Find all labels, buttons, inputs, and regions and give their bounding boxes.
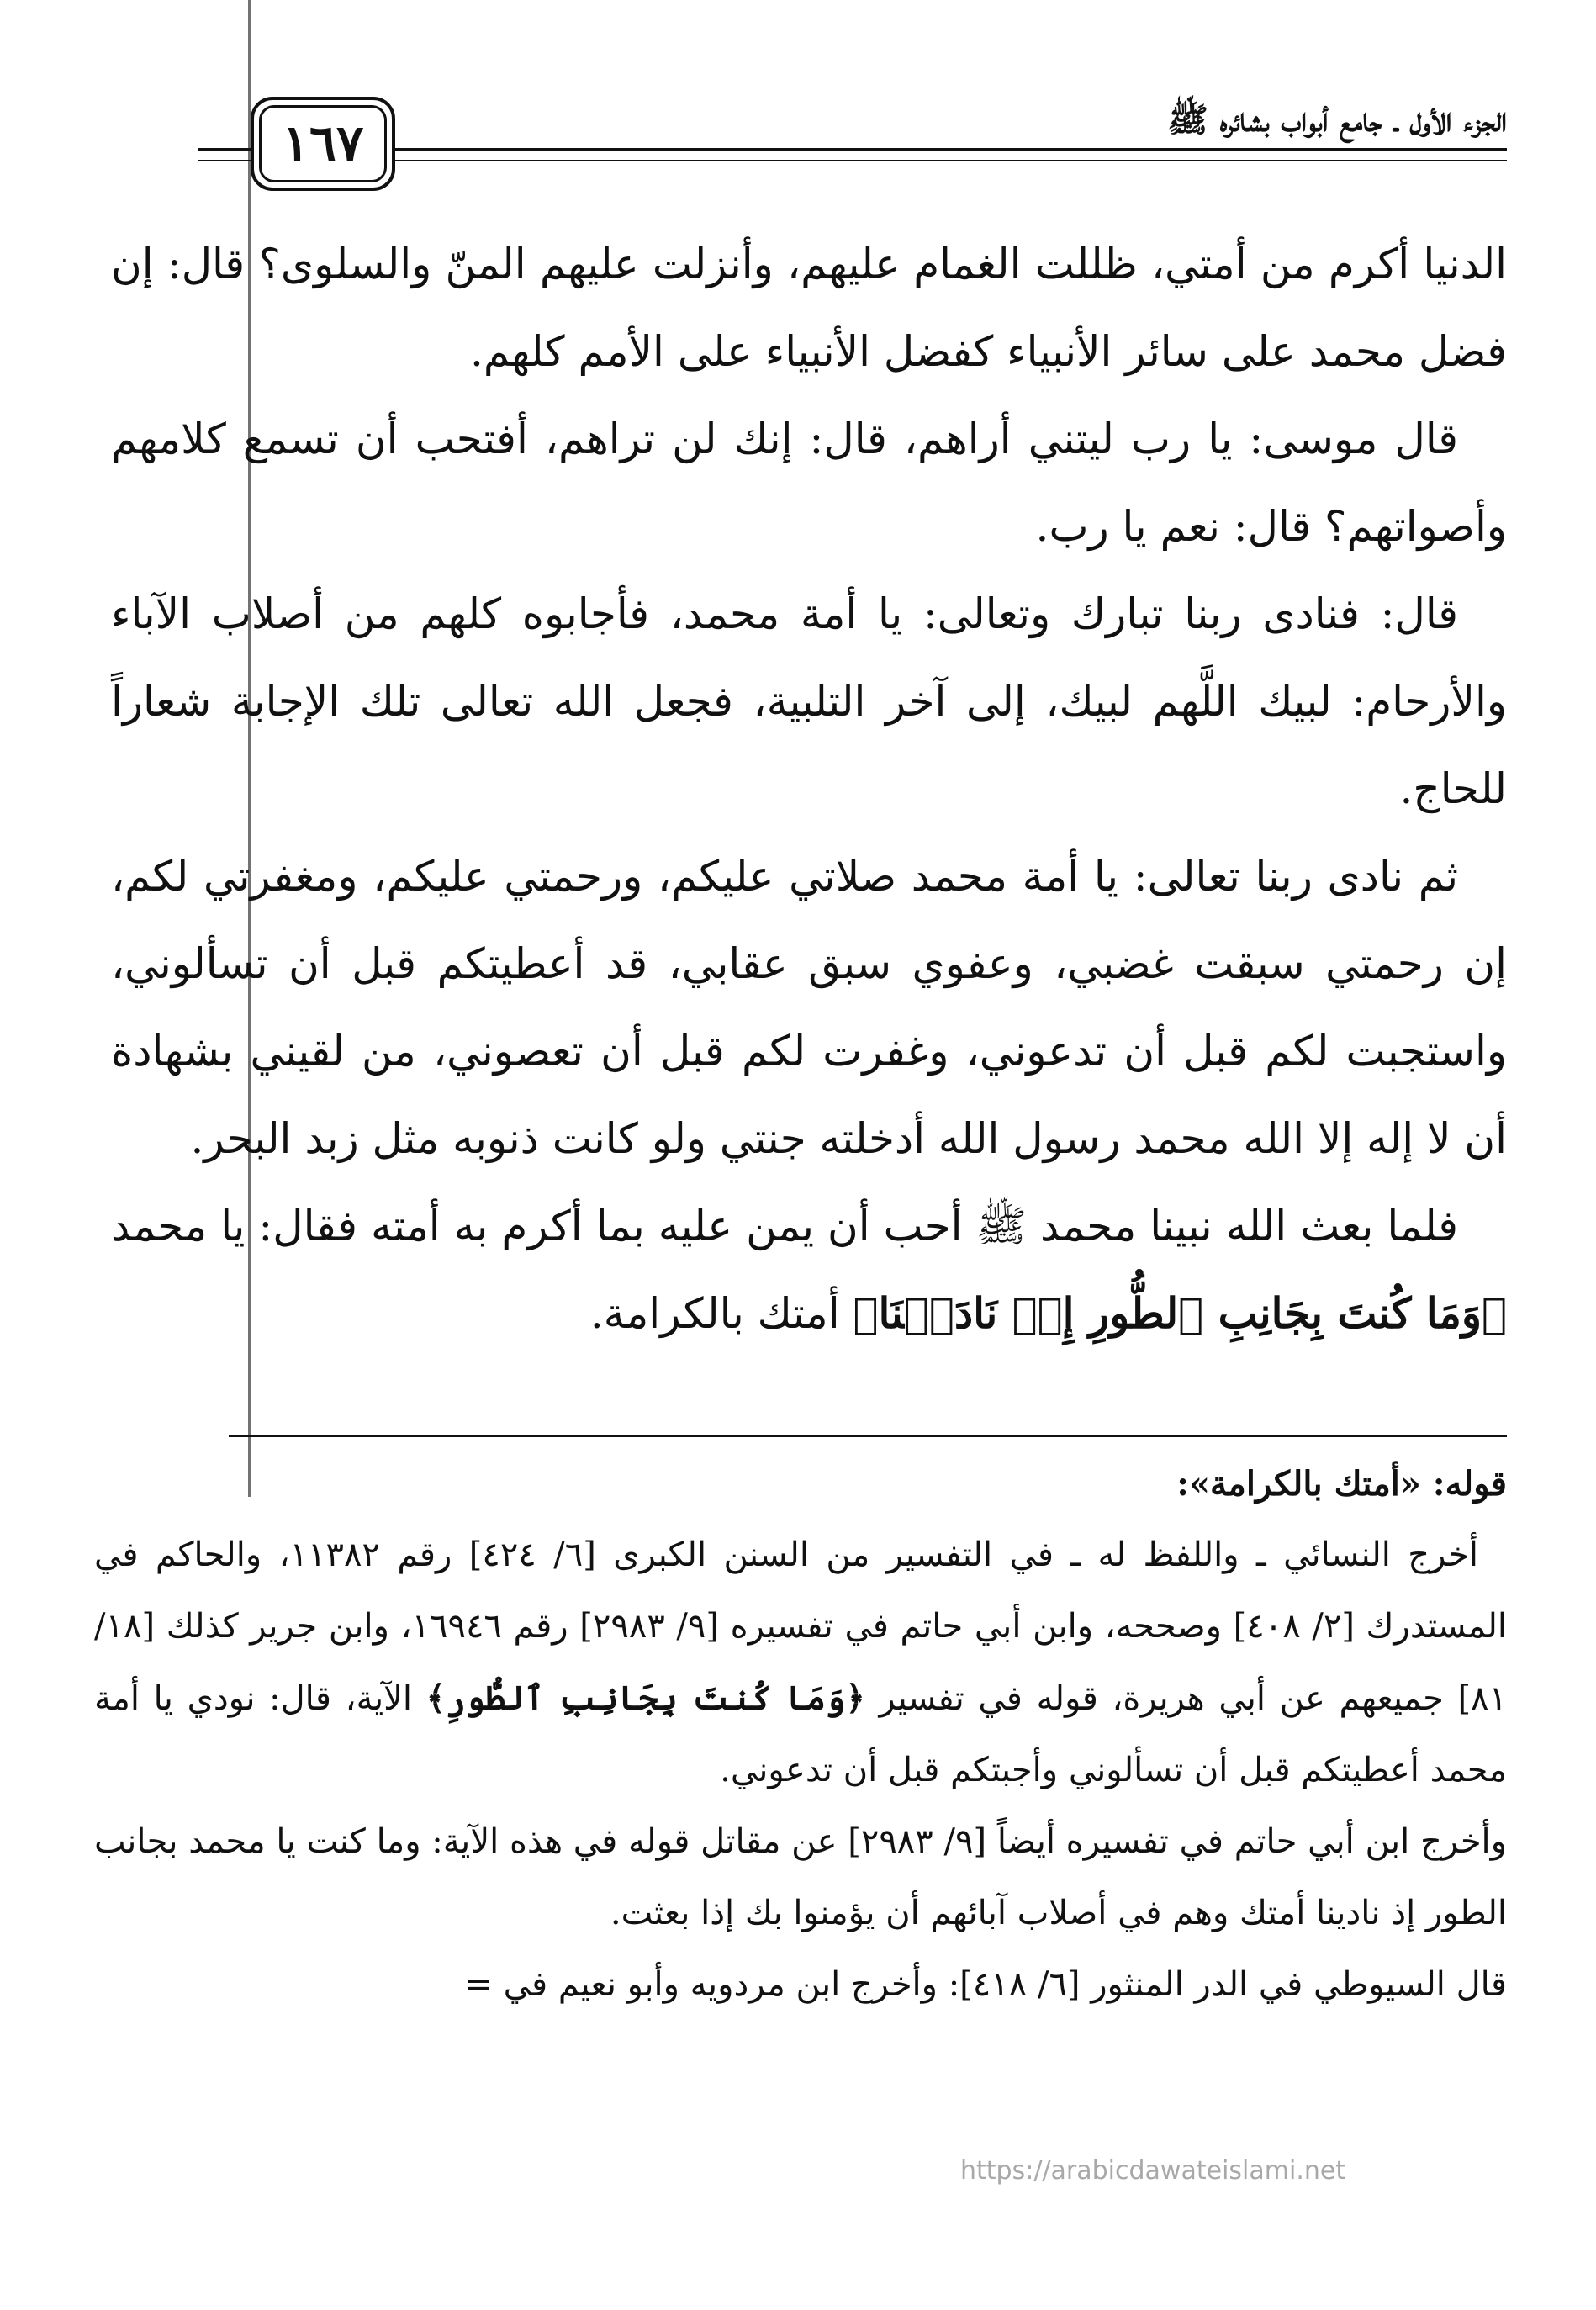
quran-verse: ﴿وَمَا كُنتَ بِجَانِبِ ٱلطُّورِ﴾ bbox=[425, 1678, 865, 1718]
watermark-url: https://arabicdawateislami.net bbox=[960, 2156, 1346, 2186]
main-paragraph: الدنيا أكرم من أمتي، ظللت الغمام عليهم، وأنزلت عليهم المنّ والسلوى؟ قال: إن فضل محمد على سائر الأنبياء كفضل الأنبياء على الأمم كلهم. bbox=[111, 240, 1507, 376]
footnote-heading: قوله: «أمتك بالكرامة»: bbox=[1176, 1464, 1507, 1504]
footnote-paragraph bbox=[94, 1520, 1507, 1806]
page-number-frame bbox=[251, 97, 395, 191]
paragraph-text: أمتك بالكرامة. bbox=[589, 1289, 853, 1338]
footnote-separator bbox=[229, 1435, 1507, 1437]
main-paragraph: ثم نادى ربنا تعالى: يا أمة محمد صلاتي عليكم، ورحمتي عليكم، ومغفرتي لكم، إن رحمتي سبقت غضبي، وعفوي سبق عقابي، قد أعطيتكم قبل أن تسألوني، واستجبت لكم قبل أن تدعوني، وغفرت لكم قبل أن تعصوني، من لقيني بشهادة أن لا إله إلا الله محمد رسول الله أدخلته جنتي ولو كانت ذنوبه مثل زبد البحر. bbox=[111, 852, 1507, 1163]
footnote-text: الآية، قال: نودي يا أمة محمد أعطيتكم قبل أن تسألوني وأجبتكم قبل أن تدعوني. bbox=[94, 1679, 1507, 1789]
main-paragraph: قال: فنادى ربنا تبارك وتعالى: يا أمة محمد، فأجابوه كلهم من أصلاب الآباء والأرحام: لبيك اللَّهم لبيك، إلى آخر التلبية، فجعل الله تعالى تلك الإجابة شعاراً للحاج. bbox=[111, 589, 1507, 813]
quran-verse: ﴿وَمَا كُنتَ بِجَانِبِ ٱلطُّورِ إِذۡ نَادَيۡنَا﴾ bbox=[853, 1288, 1507, 1338]
paragraph-text: فلما بعث الله نبينا محمد ﷺ أحب أن يمن عليه بما أكرم به أمته فقال: يا محمد bbox=[111, 1202, 1458, 1250]
main-paragraph-last bbox=[111, 1182, 1507, 1357]
footnotes bbox=[94, 1448, 1507, 2021]
main-text bbox=[111, 220, 1507, 1357]
page-number: ١٦٧ bbox=[259, 105, 387, 182]
footnote-paragraph: وأخرج ابن أبي حاتم في تفسيره أيضاً [٩/ ٢٩٨٣] عن مقاتل قوله في هذه الآية: وما كنت يا محمد بجانب الطور إذ نادينا أمتك وهم في أصلاب آبائهم أن يؤمنوا بك إذا بعثت. bbox=[94, 1822, 1507, 1932]
footnote-text: أخرج النسائي ـ واللفظ له ـ في التفسير من السنن الكبرى [٦/ ٤٢٤] رقم ١١٣٨٢، والحاكم في المستدرك [٢/ ٤٠٨] وصححه، وابن أبي حاتم في تفسيره [٩/ ٢٩٨٣] رقم ١٦٩٤٦، وابن جرير كذلك [١٨/ ٨١] جميعهم عن أبي هريرة، قوله في تفسير bbox=[94, 1536, 1508, 1718]
main-paragraph: قال موسى: يا رب ليتني أراهم، قال: إنك لن تراهم، أفتحب أن تسمع كلامهم وأصواتهم؟ قال: نعم يا رب. bbox=[111, 415, 1507, 551]
footnote-paragraph: قال السيوطي في الدر المنثور [٦/ ٤١٨]: وأخرج ابن مردويه وأبو نعيم في = bbox=[464, 1965, 1507, 2004]
running-header-title: الجزء الأول ـ جامع أبواب بشائره ﷺ bbox=[1167, 100, 1507, 140]
